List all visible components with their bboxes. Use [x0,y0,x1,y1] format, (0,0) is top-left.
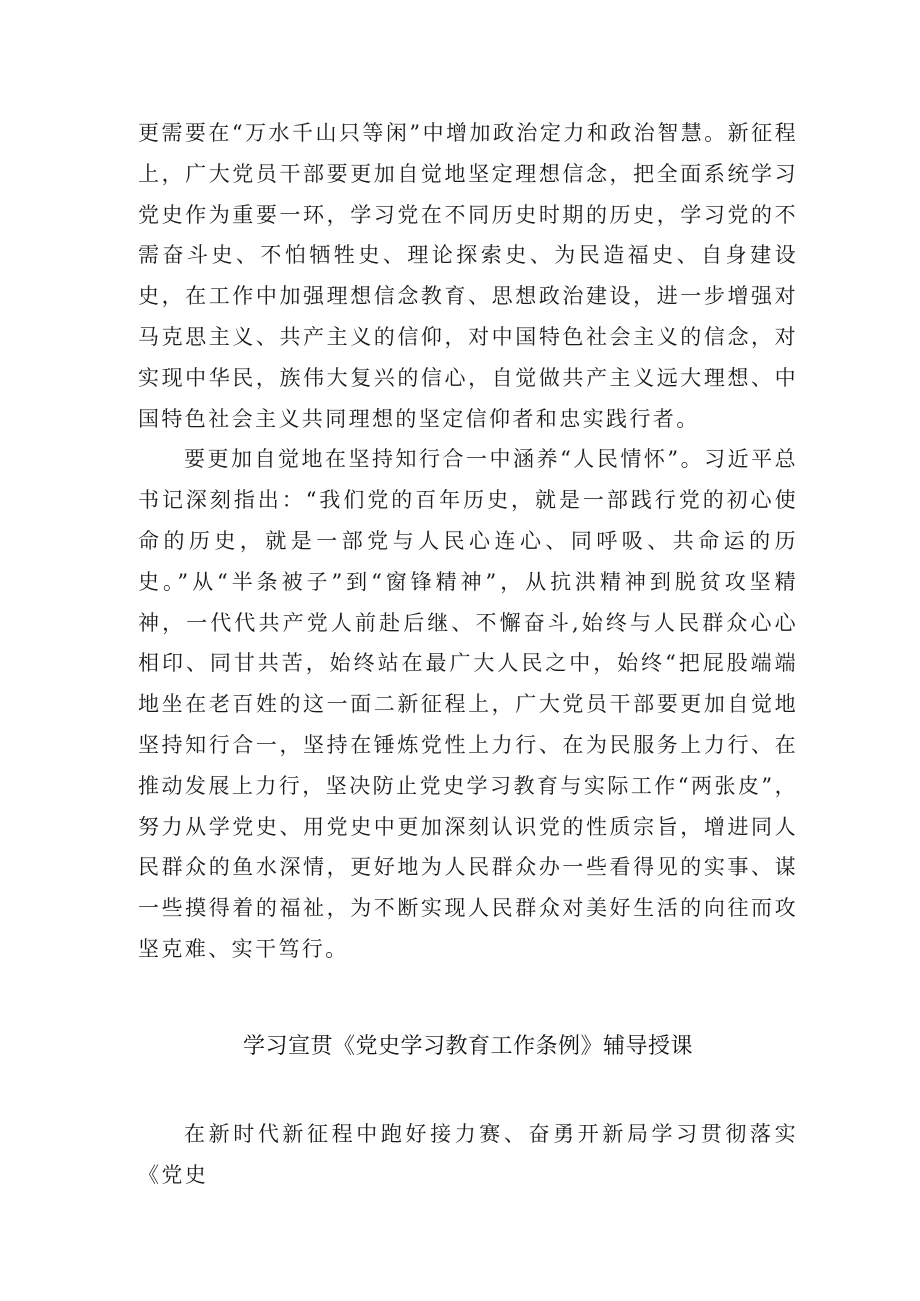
document-body [138,113,798,1195]
section-heading: 学习宣贯《党史学习教育工作条例》辅导授课 [242,1033,693,1059]
paragraph-continuation: 更需要在“万水千山只等闲”中增加政治定力和政治智慧。新征程上，广大党员干部要更加自觉地坚定理想信念，把全面系统学习党史作为重要一环，学习党在不同历史时期的历史，学习党的不需奋斗史、不怕牺牲史、理论探索史、为民造福史、自身建设史，在工作中加强理想信念教育、思想政治建设，进一步增强对马克思主义、共产主义的信仰，对中国特色社会主义的信念，对实现中华民，族伟大复兴的信心，自觉做共产主义远大理想、中国特色社会主义共同理想的坚定信仰者和忠实践行者。 [138,121,798,431]
paragraph-people-sentiment: 要更加自觉地在坚持知行合一中涵养“人民情怀”。习近平总书记深刻指出：“我们党的百年历史，就是一部践行党的初心使命的历史，就是一部党与人民心连心、同呼吸、共命运的历史。”从“半条被子”到“窗锋精神”，从抗洪精神到脱贫攻坚精神，一代代共产党人前赴后继、不懈奋斗,始终与人民群众心心相印、同甘共苦，始终站在最广大人民之中，始终“把屁股端端地坐在老百姓的这一面二新征程上，广大党员干部要更加自觉地坚持知行合一，坚持在锤炼党性上力行、在为民服务上力行、在推动发展上力行，坚决防止党史学习教育与实际工作“两张皮”，努力从学党史、用党史中更加深刻认识党的性质宗旨，增进同人民群众的鱼水深情，更好地为人民群众办一些看得见的实事、谋一些摸得着的福祉，为不断实现人民群众对美好生活的向往而攻坚克难、实干笃行。 [138,447,798,961]
paragraph-new-section: 在新时代新征程中跑好接力赛、奋勇开新局学习贯彻落实《党史 [138,1121,798,1187]
